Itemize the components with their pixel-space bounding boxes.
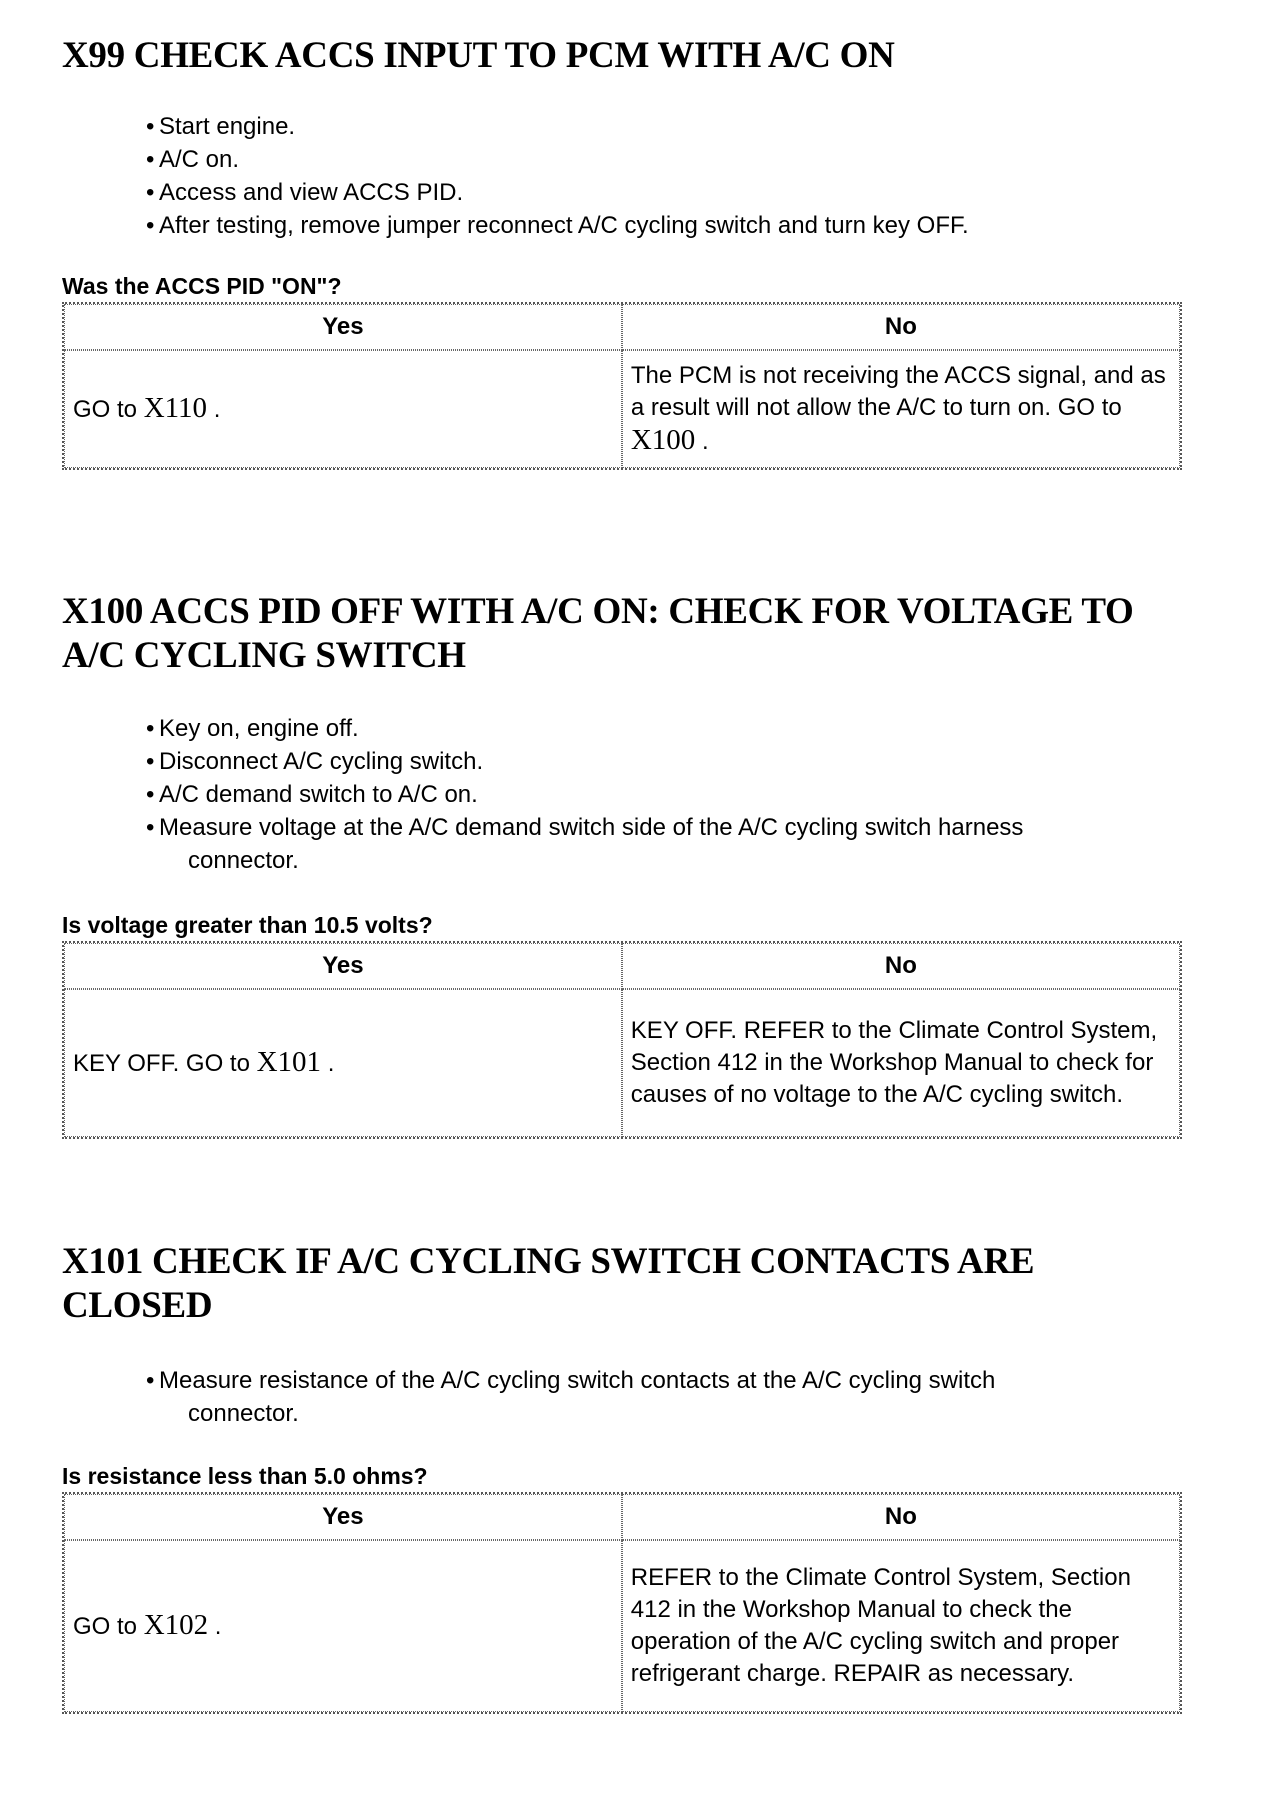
step-list — [62, 1364, 1182, 1430]
bullet-icon: • — [146, 715, 155, 742]
step-item: • Key on, engine off. — [62, 712, 1182, 745]
no-header: No — [622, 943, 1180, 989]
no-cell: The PCM is not receiving the ACCS signal, and as a result will not allow the A/C to turn on. GO to X100 . — [622, 350, 1180, 468]
question-label: Was the ACCS PID "ON"? — [62, 273, 342, 299]
bullet-icon: • — [146, 146, 155, 173]
question-label: Is voltage greater than 10.5 volts? — [62, 912, 433, 938]
section-x99 — [62, 34, 1182, 470]
section-title: X99 CHECK ACCS INPUT TO PCM WITH A/C ON — [62, 35, 895, 76]
goto-link-x101[interactable]: X101 — [256, 1046, 322, 1078]
table-header-row — [64, 1494, 1180, 1540]
answer-table — [62, 941, 1182, 1139]
section-title: X101 CHECK IF A/C CYCLING SWITCH CONTACTS ARE CLOSED — [62, 1241, 1035, 1326]
step-list — [62, 110, 1182, 242]
table-row — [64, 350, 1180, 468]
no-header: No — [622, 304, 1180, 350]
goto-link-x110[interactable]: X110 — [143, 392, 208, 424]
no-header: No — [622, 1494, 1180, 1540]
table-row — [64, 989, 1180, 1137]
bullet-icon: • — [146, 212, 155, 239]
bullet-icon: • — [146, 113, 155, 140]
step-item: • Disconnect A/C cycling switch. — [62, 745, 1182, 778]
no-cell: KEY OFF. REFER to the Climate Control System, Section 412 in the Workshop Manual to check for causes of no voltage to the A/C cycling switch. — [622, 989, 1180, 1137]
bullet-icon: • — [146, 814, 155, 841]
section-x101 — [62, 1240, 1182, 1714]
question-label: Is resistance less than 5.0 ohms? — [62, 1463, 428, 1489]
yes-header: Yes — [64, 1494, 622, 1540]
yes-header: Yes — [64, 304, 622, 350]
bullet-icon: • — [146, 1367, 155, 1394]
no-cell: REFER to the Climate Control System, Section 412 in the Workshop Manual to check the operation of the A/C cycling switch and proper refrigerant charge. REPAIR as necessary. — [622, 1540, 1180, 1712]
table-header-row — [64, 943, 1180, 989]
step-item: • A/C on. — [62, 143, 1182, 176]
table-row — [64, 1540, 1180, 1712]
bullet-icon: • — [146, 781, 155, 808]
step-item: • After testing, remove jumper reconnect A/C cycling switch and turn key OFF. — [62, 209, 1182, 242]
goto-link-x100[interactable]: X100 — [630, 424, 696, 456]
section-title: X100 ACCS PID OFF WITH A/C ON: CHECK FOR VOLTAGE TO A/C CYCLING SWITCH — [62, 591, 1134, 676]
step-item: • Access and view ACCS PID. — [62, 176, 1182, 209]
yes-header: Yes — [64, 943, 622, 989]
yes-cell: KEY OFF. GO to X101 . — [64, 989, 622, 1137]
section-x100 — [62, 590, 1182, 1139]
step-item: • Start engine. — [62, 110, 1182, 143]
step-item: • A/C demand switch to A/C on. — [62, 778, 1182, 811]
table-header-row — [64, 304, 1180, 350]
step-list — [62, 712, 1182, 877]
yes-cell: GO to X110 . — [64, 350, 622, 468]
answer-table — [62, 1492, 1182, 1714]
goto-link-x102[interactable]: X102 — [143, 1609, 209, 1641]
yes-cell: GO to X102 . — [64, 1540, 622, 1712]
bullet-icon: • — [146, 748, 155, 775]
step-item: • Measure resistance of the A/C cycling switch contacts at the A/C cycling switch connector. — [62, 1364, 1182, 1430]
step-item: • Measure voltage at the A/C demand switch side of the A/C cycling switch harness connector. — [62, 811, 1182, 877]
answer-table — [62, 302, 1182, 470]
bullet-icon: • — [146, 179, 155, 206]
